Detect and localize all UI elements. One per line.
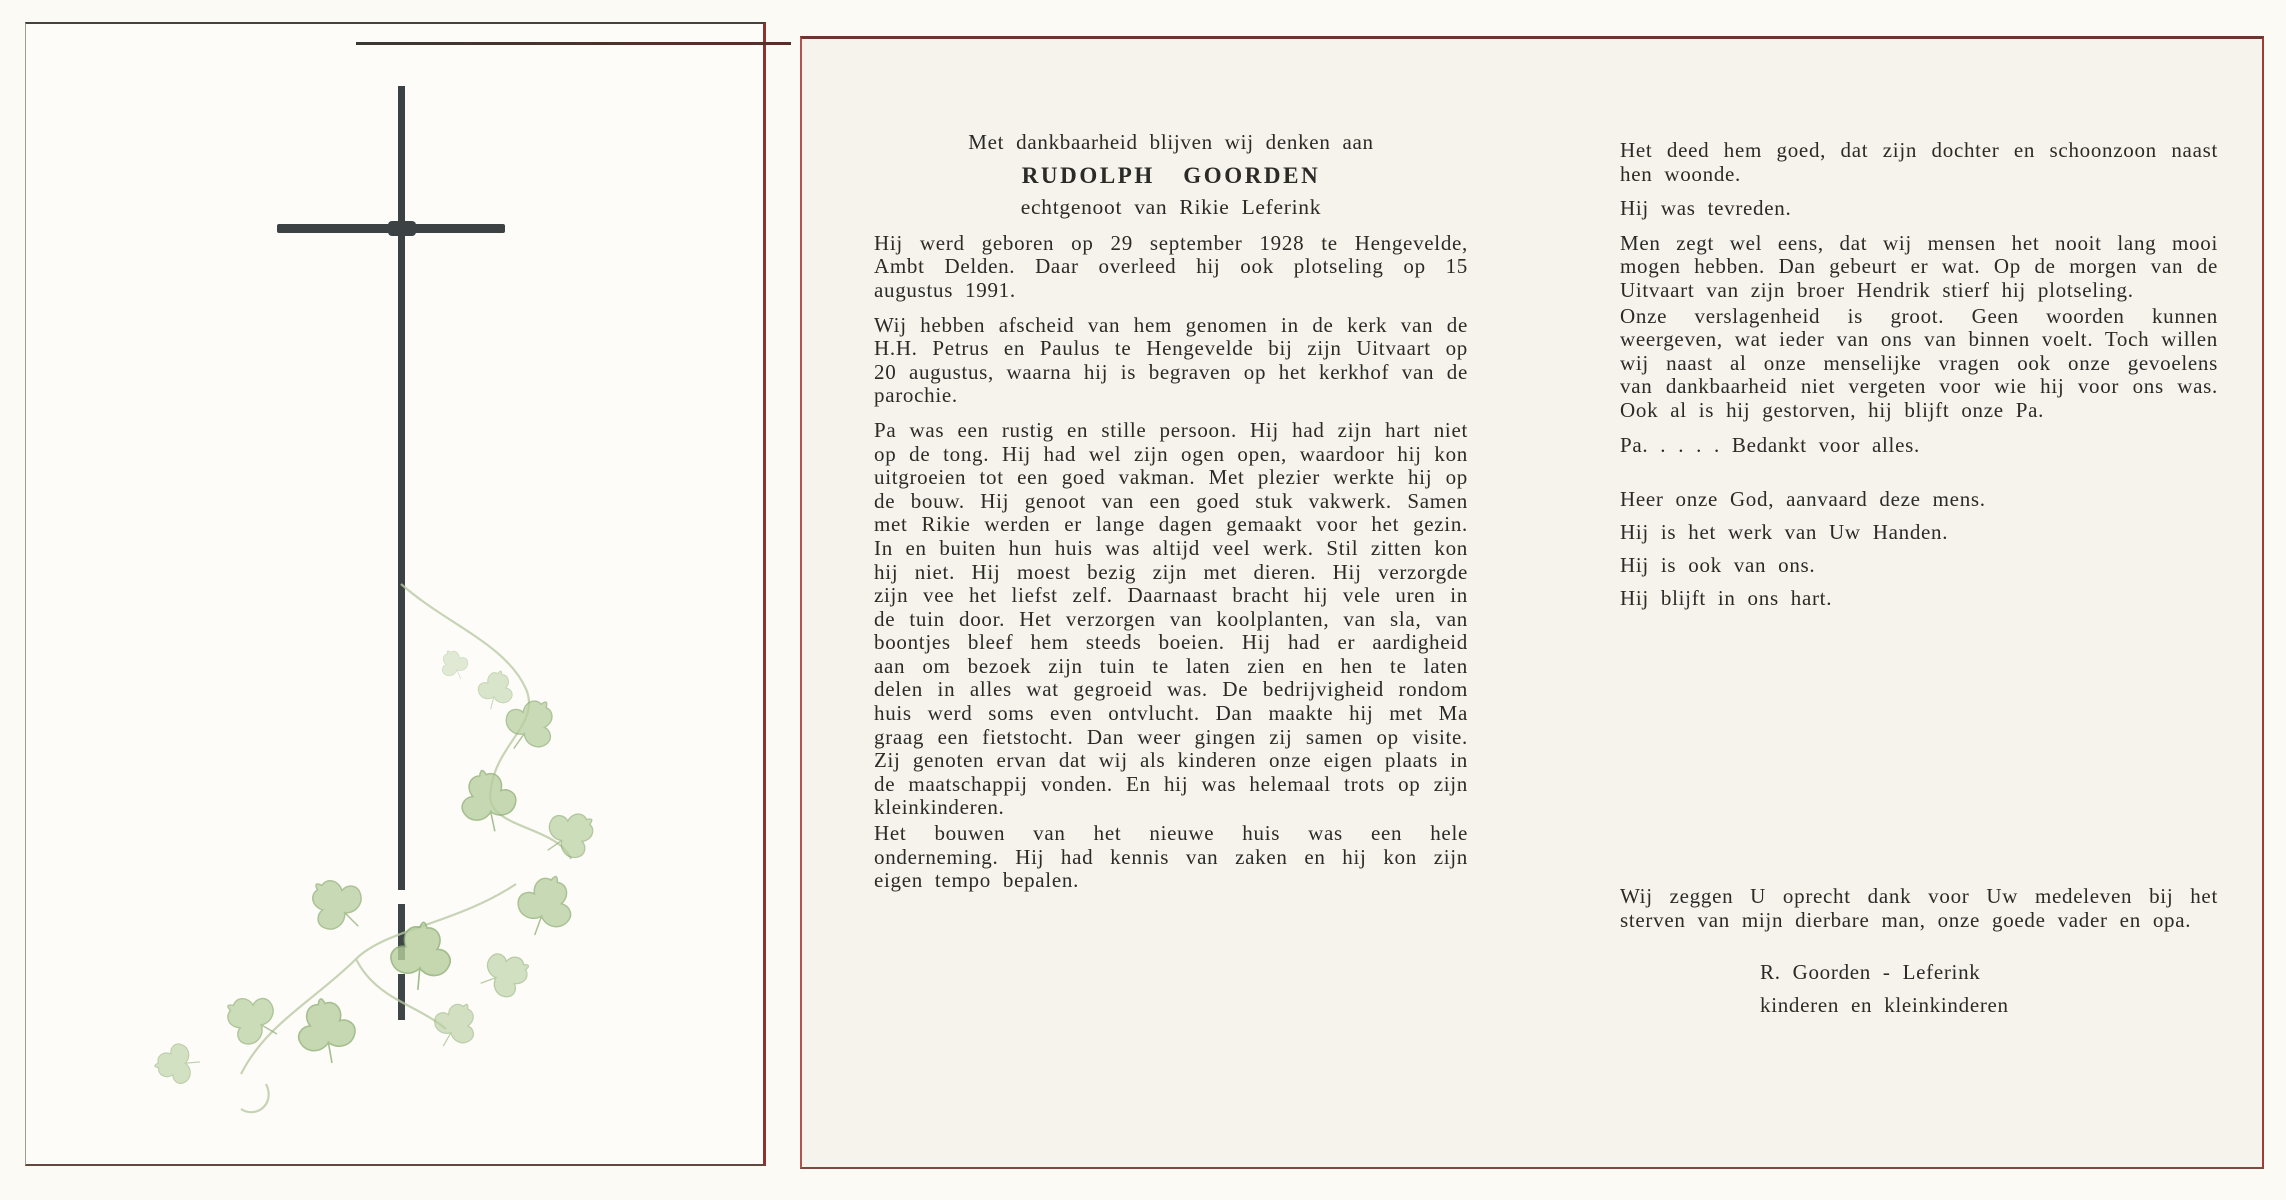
prayer-stanza <box>1620 483 2218 615</box>
memorial-card-front-panel <box>25 22 766 1166</box>
paragraph-content: Hij was tevreden. <box>1620 196 1792 221</box>
paragraph-birth-death: Hij werd geboren op 29 september 1928 te Hengevelde, Ambt Delden. Daar overleed hij ook plotseling op 15 augustus 1991. <box>874 230 1468 302</box>
paragraph-life-story: Pa was een rustig en stille persoon. Hij had zijn hart niet op de tong. Hij had wel zijn ogen open, waardoor hij kon uitgroeien tot een goed vakman. Met plezier werkte hij op de bouw. Hij genoot van een goed stuk vakwerk. Samen met Rikie werden er lange dagen gemaakt voor het gezin. In en buiten hun huis was altijd veel werk. Stil zitten kon hij niet. Hij moest bezig zijn met dieren. Hij verzorgde zijn vee het liefst zelf. Daarnaast bracht hij vele uren in de tuin door. Het verzorgen van koolplanten, van sla, van boontjes bleef hem steeds boeien. Hij had er aardigheid aan om bezoek zijn tuin te laten zien en hen te laten delen in alles wat gegroeid was. De bedrijvigheid rondom huis werd soms even ontvlucht. Dan maakte hij met Ma graag een fietstocht. Dan weer gingen zij samen op visite. Zij genoten ervan dat wij als kinderen onze eigen plaats in de maatschappij vonden. En hij was helemaal trots op zijn kleinkinderen. <box>874 417 1468 820</box>
paragraph-brother: Men zegt wel eens, dat wij mensen het nooit lang mooi mogen hebben. Dan gebeurt er wat. Op de morgen van de Uitvaart van zijn broer Hendrik stierf hij plotseling. <box>1620 230 2218 302</box>
deceased-name: RUDOLPH GOORDEN <box>1021 162 1321 188</box>
acknowledgement-paragraph: Wij zeggen U oprecht dank voor Uw medeleven bij het sterven van mijn dierbare man, onze goede vader en opa. <box>1620 884 2218 932</box>
prayer-line: Hij is ook van ons. <box>1620 553 1816 578</box>
ivy-vines <box>241 584 571 1112</box>
inside-left-column <box>874 131 1468 904</box>
signature-sub: kinderen en kleinkinderen <box>1760 992 2009 1017</box>
intro-line: Met dankbaarheid blijven wij denken aan <box>968 130 1374 154</box>
relation-line: echtgenoot van Rikie Leferink <box>1020 195 1322 220</box>
signature-block <box>1620 956 2218 1021</box>
signature-name: R. Goorden - Leferink <box>1760 960 1981 985</box>
prayer-line: Heer onze God, aanvaard deze mens. <box>1620 487 1986 512</box>
paragraph-funeral: Wij hebben afscheid van hem genomen in de kerk van de H.H. Petrus en Paulus te Hengevelde bij zijn Uitvaart op 20 augustus, waarna hij is begraven op het kerkhof van de parochie. <box>874 312 1468 408</box>
prayer-line: Hij is het werk van Uw Handen. <box>1620 520 1949 545</box>
ivy-branch-illustration <box>26 24 763 1164</box>
thanks-pa-line: Pa. . . . . Bedankt voor alles. <box>1620 432 1920 457</box>
paragraph-new-house: Het bouwen van het nieuwe huis was een hele onderneming. Hij had kennis van zaken en hij kon zijn eigen tempo bepalen. <box>874 821 1468 893</box>
paragraph-daughter: Het deed hem goed, dat zijn dochter en schoonzoon naast hen woonde. <box>1620 138 2218 186</box>
prayer-line: Hij blijft in ons hart. <box>1620 586 1833 611</box>
inside-right-column <box>1620 139 2218 1021</box>
ivy-leaves <box>153 645 605 1085</box>
paragraph-grief: Onze verslagenheid is groot. Geen woorden kunnen weergeven, wat ieder van ons van binnen voelt. Toch willen wij naast al onze menselijke vragen ook onze gevoelens van dankbaarheid niet vergeten voor wie hij voor ons was. Ook al is hij gestorven, hij blijft onze Pa. <box>1620 303 2218 422</box>
memorial-card-inside-spread <box>800 36 2264 1169</box>
